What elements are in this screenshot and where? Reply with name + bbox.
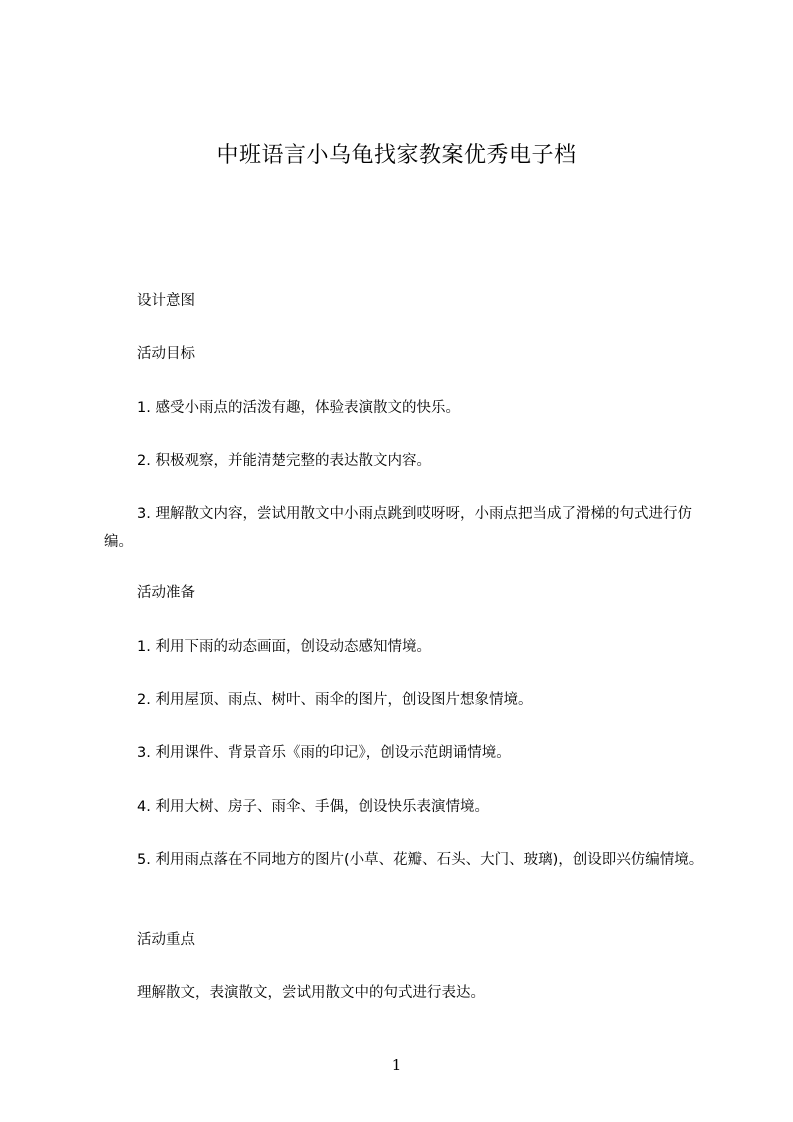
preparation-item-2: 2. 利用屋顶、雨点、树叶、雨伞的图片，创设图片想象情境。 (137, 692, 533, 708)
section-heading-activity-preparation: 活动准备 (137, 585, 195, 601)
section-heading-activity-goals: 活动目标 (137, 346, 195, 362)
document-title: 中班语言小乌龟找家教案优秀电子档 (216, 143, 577, 168)
goal-item-2: 2. 积极观察，并能清楚完整的表达散文内容。 (137, 453, 431, 469)
focus-description: 理解散文，表演散文，尝试用散文中的句式进行表达。 (137, 985, 485, 1001)
preparation-item-3: 3. 利用课件、背景音乐《雨的印记》，创设示范朗诵情境。 (137, 745, 511, 761)
section-heading-design-intent: 设计意图 (137, 293, 195, 309)
goal-item-3: 3. 理解散文内容，尝试用散文中小雨点跳到哎呀呀，小雨点把当成了滑梯的句式进行仿编。 (104, 506, 692, 550)
preparation-item-1: 1. 利用下雨的动态画面，创设动态感知情境。 (137, 639, 431, 655)
page-number: 1 (391, 1056, 402, 1074)
preparation-item-4: 4. 利用大树、房子、雨伞、手偶，创设快乐表演情境。 (137, 799, 489, 815)
goal-item-1: 1. 感受小雨点的活泼有趣，体验表演散文的快乐。 (137, 400, 460, 416)
preparation-item-5: 5. 利用雨点落在不同地方的图片(小草、花瓣、石头、大门、玻璃)，创设即兴仿编情境。 (137, 852, 704, 868)
section-heading-activity-focus: 活动重点 (137, 932, 195, 948)
